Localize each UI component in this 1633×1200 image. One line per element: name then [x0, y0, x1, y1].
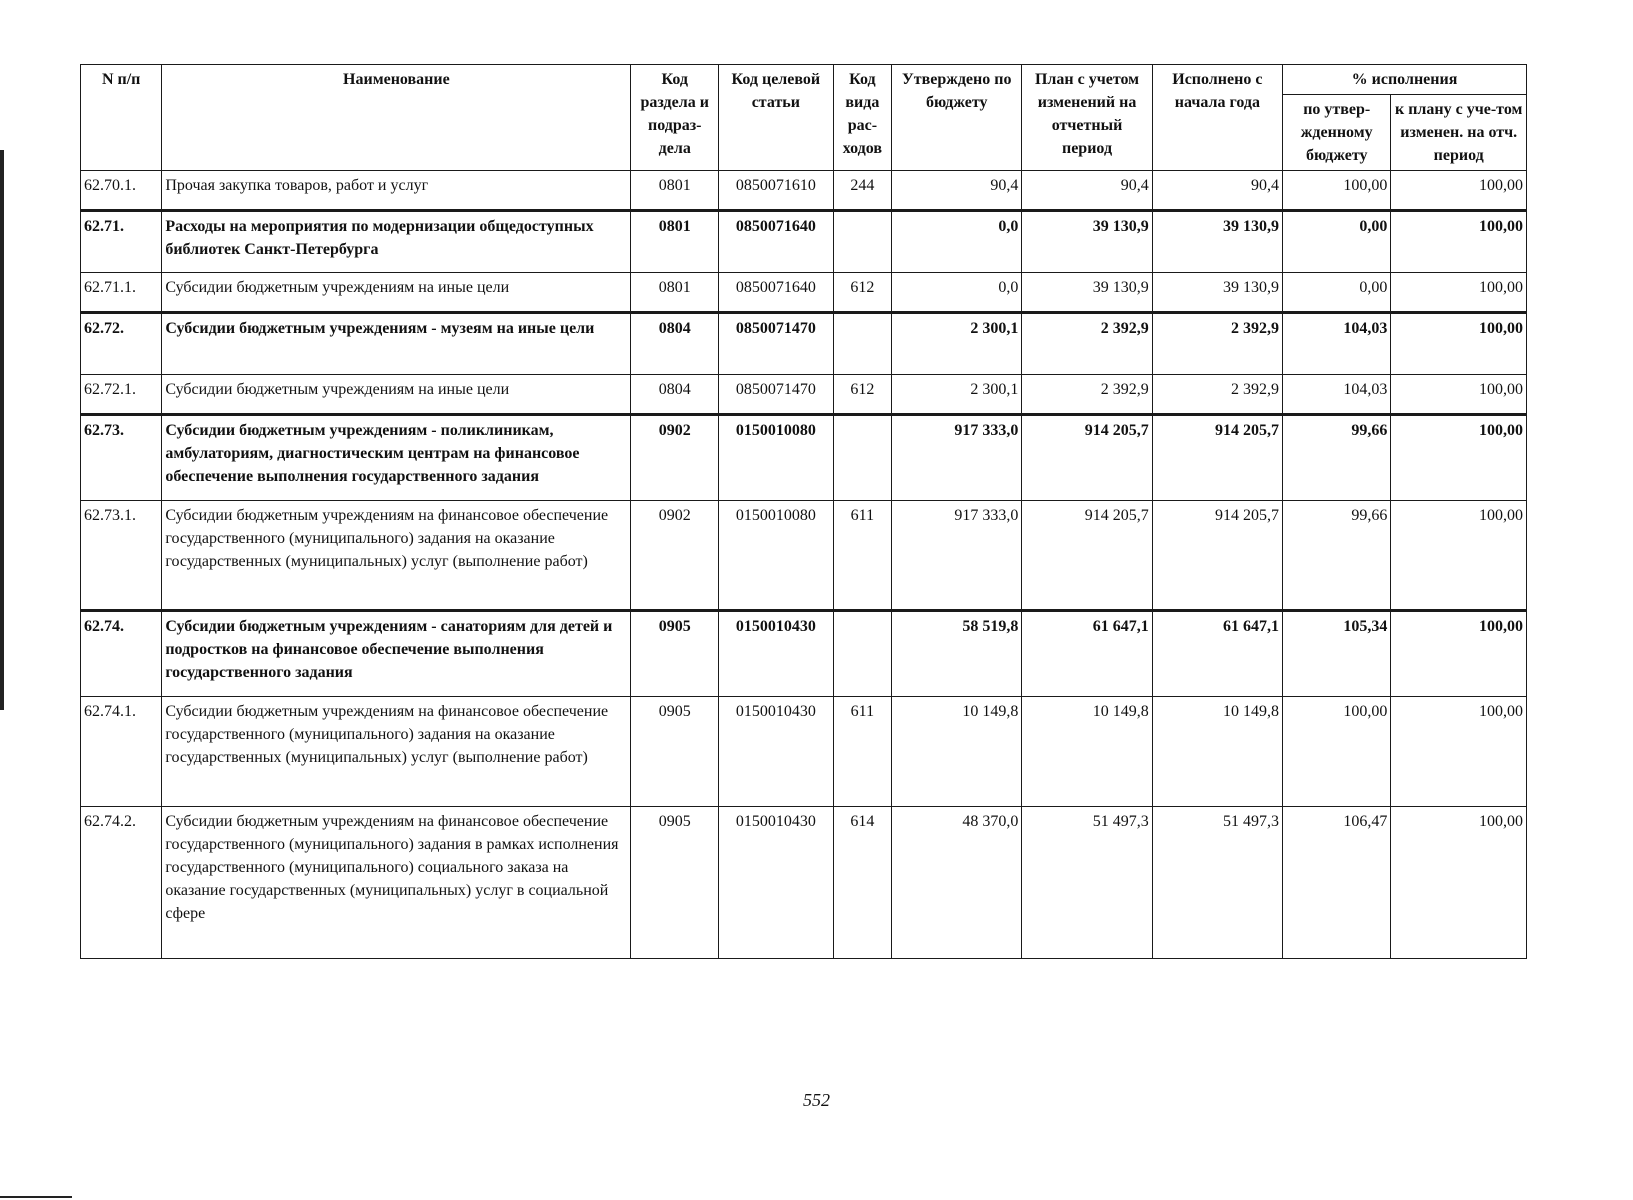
row-section-code-cell: 0902 [631, 415, 719, 501]
row-target-code-cell: 0850071470 [719, 375, 834, 415]
row-target-code-cell: 0150010430 [719, 611, 834, 697]
table-row [81, 415, 1527, 501]
header-plan: План с учетом изменений на отчетный период [1022, 65, 1152, 171]
row-expense-code-cell: 614 [833, 807, 891, 959]
row-executed-cell: 51 497,3 [1152, 807, 1282, 959]
row-pct-plan-cell: 100,00 [1391, 273, 1527, 313]
row-plan-cell: 61 647,1 [1022, 611, 1152, 697]
row-num-cell: 62.72.1. [81, 375, 162, 415]
row-approved-cell: 2 300,1 [892, 375, 1022, 415]
row-plan-cell: 914 205,7 [1022, 415, 1152, 501]
row-section-code-cell: 0801 [631, 211, 719, 273]
row-expense-code-cell [833, 611, 891, 697]
row-target-code-cell: 0150010430 [719, 807, 834, 959]
row-num-cell: 62.73.1. [81, 501, 162, 611]
row-name-cell: Субсидии бюджетным учреждениям на финансовое обеспечение государственного (муниципального) задания на оказание государственных (муниципальных) услуг (выполнение работ) [162, 697, 631, 807]
row-pct-budget-cell: 0,00 [1283, 211, 1391, 273]
row-pct-budget-cell: 104,03 [1283, 375, 1391, 415]
row-name-cell: Субсидии бюджетным учреждениям на иные цели [162, 273, 631, 313]
row-plan-cell: 2 392,9 [1022, 375, 1152, 415]
row-expense-code-cell [833, 313, 891, 375]
row-approved-cell: 2 300,1 [892, 313, 1022, 375]
row-executed-cell: 914 205,7 [1152, 501, 1282, 611]
row-pct-budget-cell: 99,66 [1283, 501, 1391, 611]
row-expense-code-cell: 612 [833, 375, 891, 415]
row-section-code-cell: 0905 [631, 611, 719, 697]
header-pct-budget: по утвер-жденному бюджету [1283, 95, 1391, 171]
row-pct-budget-cell: 100,00 [1283, 171, 1391, 211]
row-plan-cell: 2 392,9 [1022, 313, 1152, 375]
header-expense-code: Код вида рас-ходов [833, 65, 891, 171]
scan-edge-mark [0, 150, 4, 710]
row-approved-cell: 0,0 [892, 211, 1022, 273]
row-section-code-cell: 0905 [631, 697, 719, 807]
table-row [81, 273, 1527, 313]
row-pct-plan-cell: 100,00 [1391, 807, 1527, 959]
row-executed-cell: 90,4 [1152, 171, 1282, 211]
row-target-code-cell: 0850071470 [719, 313, 834, 375]
row-pct-budget-cell: 99,66 [1283, 415, 1391, 501]
row-pct-plan-cell: 100,00 [1391, 501, 1527, 611]
scan-foot-line [0, 1196, 72, 1198]
row-num-cell: 62.74.2. [81, 807, 162, 959]
row-name-cell: Субсидии бюджетным учреждениям на иные цели [162, 375, 631, 415]
row-name-cell: Субсидии бюджетным учреждениям - санаториям для детей и подростков на финансовое обеспечение выполнения государственного задания [162, 611, 631, 697]
table-row [81, 697, 1527, 807]
row-executed-cell: 61 647,1 [1152, 611, 1282, 697]
row-target-code-cell: 0150010080 [719, 501, 834, 611]
row-num-cell: 62.72. [81, 313, 162, 375]
row-num-cell: 62.71.1. [81, 273, 162, 313]
row-section-code-cell: 0804 [631, 313, 719, 375]
row-target-code-cell: 0850071640 [719, 273, 834, 313]
row-plan-cell: 39 130,9 [1022, 273, 1152, 313]
row-pct-budget-cell: 104,03 [1283, 313, 1391, 375]
table-header [81, 65, 1527, 171]
row-pct-budget-cell: 106,47 [1283, 807, 1391, 959]
row-target-code-cell: 0850071610 [719, 171, 834, 211]
row-num-cell: 62.71. [81, 211, 162, 273]
table-row [81, 171, 1527, 211]
row-approved-cell: 0,0 [892, 273, 1022, 313]
row-section-code-cell: 0801 [631, 171, 719, 211]
row-num-cell: 62.74.1. [81, 697, 162, 807]
row-name-cell: Субсидии бюджетным учреждениям - музеям на иные цели [162, 313, 631, 375]
header-name: Наименование [162, 65, 631, 171]
row-name-cell: Прочая закупка товаров, работ и услуг [162, 171, 631, 211]
table-row [81, 611, 1527, 697]
row-num-cell: 62.73. [81, 415, 162, 501]
row-num-cell: 62.74. [81, 611, 162, 697]
row-expense-code-cell: 244 [833, 171, 891, 211]
row-target-code-cell: 0850071640 [719, 211, 834, 273]
row-pct-plan-cell: 100,00 [1391, 211, 1527, 273]
row-approved-cell: 58 519,8 [892, 611, 1022, 697]
row-expense-code-cell: 611 [833, 501, 891, 611]
row-pct-budget-cell: 0,00 [1283, 273, 1391, 313]
row-target-code-cell: 0150010430 [719, 697, 834, 807]
row-expense-code-cell: 612 [833, 273, 891, 313]
row-pct-budget-cell: 100,00 [1283, 697, 1391, 807]
header-pct-group: % исполнения [1283, 65, 1527, 95]
row-executed-cell: 2 392,9 [1152, 313, 1282, 375]
row-name-cell: Субсидии бюджетным учреждениям на финансовое обеспечение государственного (муниципального) задания на оказание государственных (муниципальных) услуг (выполнение работ) [162, 501, 631, 611]
row-num-cell: 62.70.1. [81, 171, 162, 211]
row-plan-cell: 10 149,8 [1022, 697, 1152, 807]
table-row [81, 313, 1527, 375]
row-expense-code-cell [833, 415, 891, 501]
table-row [81, 211, 1527, 273]
row-section-code-cell: 0905 [631, 807, 719, 959]
row-name-cell: Расходы на мероприятия по модернизации общедоступных библиотек Санкт-Петербурга [162, 211, 631, 273]
header-approved: Утверждено по бюджету [892, 65, 1022, 171]
row-approved-cell: 917 333,0 [892, 415, 1022, 501]
row-section-code-cell: 0801 [631, 273, 719, 313]
row-name-cell: Субсидии бюджетным учреждениям на финансовое обеспечение государственного (муниципального) задания в рамках исполнения государственного (муниципального) социального заказа на оказание государственных (муниципальных) услуг в социальной сфере [162, 807, 631, 959]
row-plan-cell: 914 205,7 [1022, 501, 1152, 611]
row-expense-code-cell [833, 211, 891, 273]
row-section-code-cell: 0902 [631, 501, 719, 611]
row-name-cell: Субсидии бюджетным учреждениям - поликлиникам, амбулаториям, диагностическим центрам на финансовое обеспечение выполнения государственного задания [162, 415, 631, 501]
table-body [81, 171, 1527, 959]
row-plan-cell: 39 130,9 [1022, 211, 1152, 273]
header-pct-plan: к плану с уче-том изменен. на отч. период [1391, 95, 1527, 171]
row-pct-plan-cell: 100,00 [1391, 375, 1527, 415]
row-executed-cell: 39 130,9 [1152, 211, 1282, 273]
row-executed-cell: 10 149,8 [1152, 697, 1282, 807]
row-target-code-cell: 0150010080 [719, 415, 834, 501]
row-approved-cell: 90,4 [892, 171, 1022, 211]
row-pct-plan-cell: 100,00 [1391, 313, 1527, 375]
row-approved-cell: 10 149,8 [892, 697, 1022, 807]
row-approved-cell: 48 370,0 [892, 807, 1022, 959]
row-plan-cell: 51 497,3 [1022, 807, 1152, 959]
row-executed-cell: 2 392,9 [1152, 375, 1282, 415]
table-row [81, 501, 1527, 611]
header-section-code: Код раздела и подраз-дела [631, 65, 719, 171]
header-target-code: Код целевой статьи [719, 65, 834, 171]
row-pct-plan-cell: 100,00 [1391, 611, 1527, 697]
row-pct-budget-cell: 105,34 [1283, 611, 1391, 697]
row-expense-code-cell: 611 [833, 697, 891, 807]
table-row [81, 807, 1527, 959]
row-plan-cell: 90,4 [1022, 171, 1152, 211]
row-executed-cell: 39 130,9 [1152, 273, 1282, 313]
row-section-code-cell: 0804 [631, 375, 719, 415]
row-executed-cell: 914 205,7 [1152, 415, 1282, 501]
row-pct-plan-cell: 100,00 [1391, 697, 1527, 807]
row-pct-plan-cell: 100,00 [1391, 171, 1527, 211]
row-approved-cell: 917 333,0 [892, 501, 1022, 611]
header-executed: Исполнено с начала года [1152, 65, 1282, 171]
row-pct-plan-cell: 100,00 [1391, 415, 1527, 501]
table-row [81, 375, 1527, 415]
page-number: 552 [803, 1090, 830, 1110]
budget-execution-table [80, 64, 1527, 959]
header-num: N п/п [81, 65, 162, 171]
